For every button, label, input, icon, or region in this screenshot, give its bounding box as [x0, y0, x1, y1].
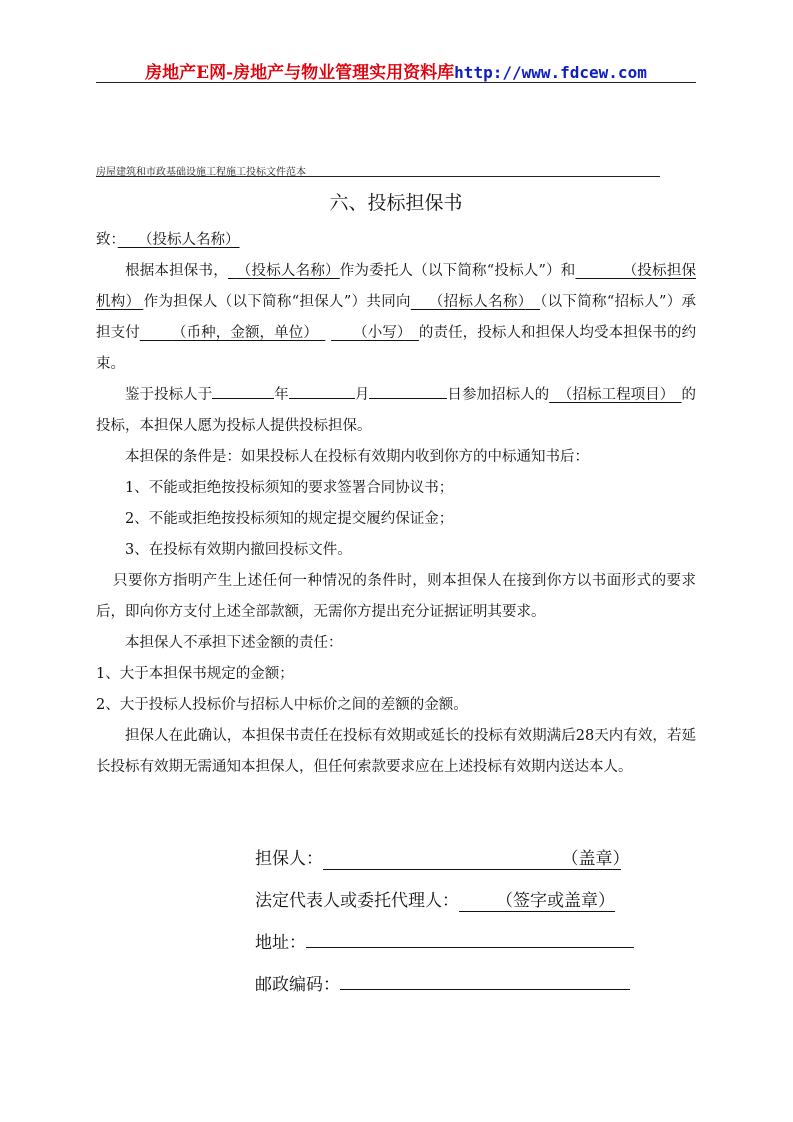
representative-signature-row [255, 886, 615, 912]
year-blank [212, 384, 274, 399]
postcode-label: 邮政编码： [255, 975, 340, 995]
addressee-line [96, 225, 696, 256]
month-label: 月 [354, 387, 370, 403]
paragraph-payment-demand: 只要你方指明产生上述任何一种情况的条件时，则本担保人在接到你方以书面形式的要求后，即向你方支付上述全部款额，无需你方提出充分证据证明其要求。 [96, 573, 696, 620]
exclusions-intro: 本担保人不承担下述金额的责任： [125, 635, 343, 651]
paragraph-guarantee-basis [96, 256, 696, 380]
guarantor-seal-line[interactable] [323, 844, 621, 870]
day-blank [369, 384, 447, 399]
address-row [255, 928, 634, 953]
guarantor-seal-note: （盖章） [561, 849, 621, 869]
exclusion-item: 2、大于投标人投标价与招标人中标价之间的差额的金额。 [96, 697, 468, 713]
representative-signature-note: （签字或盖章） [496, 891, 615, 911]
para1-text-5: 的责任，投标人和担保人均受本担保书的约束。 [96, 325, 697, 372]
addressee-field: （投标人名称） [138, 232, 240, 248]
exclusion-item: 1、大于本担保书规定的金额； [96, 666, 294, 682]
currency-amount-field: （币种，金额，单位） [171, 325, 311, 341]
representative-label: 法定代表人或委托代理人： [255, 891, 459, 911]
condition-item: 2、不能或拒绝按投标须知的规定提交履约保证金； [125, 511, 454, 527]
representative-signature-line[interactable] [459, 886, 615, 912]
para1-text-2: 作为委托人（以下简称“投标人”）和 [339, 263, 576, 279]
paragraph-bid-date [96, 380, 696, 442]
year-label: 年 [274, 387, 289, 403]
para1-text-4: （以下简称“招标人”）承担支付 [96, 294, 697, 341]
para2-text-1: 鉴于投标人于 [125, 387, 213, 403]
address-label: 地址： [255, 933, 306, 953]
site-header [96, 58, 696, 83]
amount-lowercase-field: （小写） [360, 325, 405, 341]
site-header-text: 房地产E网-房地产与物业管理实用资料库 [145, 63, 455, 83]
address-line[interactable] [306, 929, 634, 948]
addressee-prefix: 致： [96, 232, 118, 248]
conditions-intro: 本担保的条件是：如果投标人在投标有效期内收到你方的中标通知书后： [125, 449, 589, 465]
guarantor-signature-row [255, 844, 621, 870]
site-url-link[interactable]: http://www.fdcew.com [454, 63, 647, 82]
month-blank [289, 384, 355, 399]
subtitle-divider [96, 176, 660, 177]
paragraph-validity: 担保人在此确认，本担保书责任在投标有效期或延长的投标有效期满后28天内有效，若延长投标有效期无需通知本担保人，但任何索款要求应在上述投标有效期内送达本人。 [96, 728, 696, 775]
document-body [96, 225, 696, 783]
tenderer-name-field: （招标人名称） [428, 294, 526, 310]
para1-text-3: 作为担保人（以下简称“担保人”）共同向 [143, 294, 411, 310]
condition-item: 1、不能或拒绝按投标须知的要求签署合同协议书； [125, 480, 454, 496]
page-title: 六、投标担保书 [329, 192, 463, 214]
para2-text-3: 的投标，本担保人愿为投标人提供投标担保。 [96, 387, 697, 434]
bidder-name-field: （投标人名称） [236, 263, 340, 279]
guarantor-agency-field: （投标担保机构） [96, 263, 697, 310]
condition-item: 3、在投标有效期内撤回投标文件。 [125, 542, 352, 558]
header-divider [96, 82, 696, 83]
postcode-line[interactable] [340, 971, 630, 990]
para2-text-2: 日参加招标人的 [447, 387, 550, 403]
document-subtitle: 房屋建筑和市政基础设施工程施工投标文件范本 [96, 167, 306, 178]
guarantor-label: 担保人： [255, 849, 323, 869]
para1-text-1: 根据本担保书， [125, 263, 228, 279]
postcode-row [255, 970, 630, 995]
project-name-field: （招标工程项目） [557, 387, 667, 403]
